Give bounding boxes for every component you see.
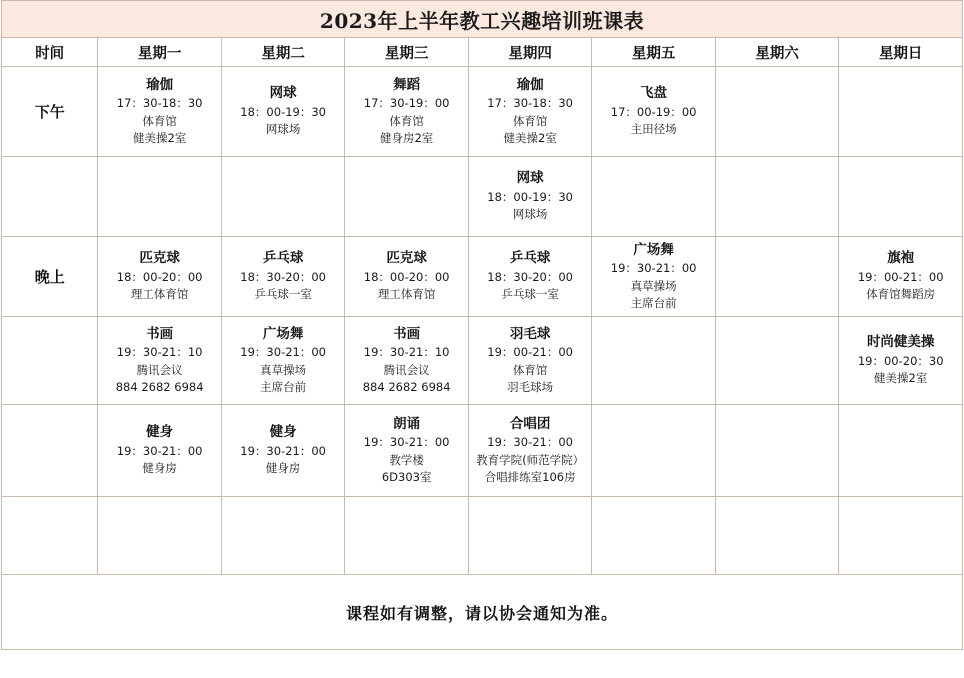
cell-fri-5 — [592, 405, 716, 497]
cell-sat-4 — [715, 317, 839, 405]
table-row — [2, 237, 963, 317]
period-label-cell: 晚上 — [2, 237, 98, 317]
header-thursday: 星期四 — [468, 38, 592, 67]
cell-fri-1: 飞盘 17：00-19：00 主田径场 — [592, 67, 716, 157]
header-time: 时间 — [2, 38, 98, 67]
header-saturday: 星期六 — [715, 38, 839, 67]
cell-sun-6 — [839, 497, 963, 575]
cell-sun-2 — [839, 157, 963, 237]
period-label-cell — [2, 157, 98, 237]
cell-tue-3: 乒乓球 18：30-20：00 乒乓球一室 — [221, 237, 345, 317]
cell-tue-6 — [221, 497, 345, 575]
cell-fri-6 — [592, 497, 716, 575]
header-monday: 星期一 — [98, 38, 222, 67]
table-row — [2, 317, 963, 405]
cell-wed-4: 书画 19：30-21：10 腾讯会议 884 2682 6984 — [345, 317, 469, 405]
cell-sat-6 — [715, 497, 839, 575]
cell-thu-4: 羽毛球 19：00-21：00 体育馆 羽毛球场 — [468, 317, 592, 405]
cell-thu-6 — [468, 497, 592, 575]
cell-sat-5 — [715, 405, 839, 497]
cell-wed-2 — [345, 157, 469, 237]
cell-mon-3: 匹克球 18：00-20：00 理工体育馆 — [98, 237, 222, 317]
cell-fri-2 — [592, 157, 716, 237]
cell-mon-1: 瑜伽 17：30-18：30 体育馆 健美操2室 — [98, 67, 222, 157]
period-label-cell — [2, 405, 98, 497]
cell-fri-4 — [592, 317, 716, 405]
document-title-cell — [2, 1, 963, 38]
cell-mon-5: 健身 19：30-21：00 健身房 — [98, 405, 222, 497]
cell-wed-3: 匹克球 18：00-20：00 理工体育馆 — [345, 237, 469, 317]
cell-sun-1 — [839, 67, 963, 157]
page-title: 2023年上半年教工兴趣培训班课表 — [319, 8, 645, 33]
cell-wed-6 — [345, 497, 469, 575]
cell-sun-3: 旗袍 19：00-21：00 体育馆舞蹈房 — [839, 237, 963, 317]
cell-wed-5: 朗诵 19：30-21：00 教学楼 6D303室 — [345, 405, 469, 497]
cell-wed-1: 舞蹈 17：30-19：00 体育馆 健身房2室 — [345, 67, 469, 157]
cell-tue-5: 健身 19：30-21：00 健身房 — [221, 405, 345, 497]
schedule-table — [1, 0, 963, 650]
cell-mon-6 — [98, 497, 222, 575]
cell-thu-3: 乒乓球 18：30-20：00 乒乓球一室 — [468, 237, 592, 317]
cell-sat-2 — [715, 157, 839, 237]
cell-sun-5 — [839, 405, 963, 497]
footer-row — [2, 575, 963, 650]
cell-thu-1: 瑜伽 17：30-18：30 体育馆 健美操2室 — [468, 67, 592, 157]
header-sunday: 星期日 — [839, 38, 963, 67]
cell-sun-4: 时尚健美操 19：00-20：30 健美操2室 — [839, 317, 963, 405]
period-label-cell — [2, 317, 98, 405]
cell-mon-2 — [98, 157, 222, 237]
cell-mon-4: 书画 19：30-21：10 腾讯会议 884 2682 6984 — [98, 317, 222, 405]
header-row — [2, 38, 963, 67]
header-wednesday: 星期三 — [345, 38, 469, 67]
footer-note-cell — [2, 575, 963, 650]
footer-note: 课程如有调整，请以协会通知为准。 — [345, 603, 618, 623]
header-tuesday: 星期二 — [221, 38, 345, 67]
cell-thu-5: 合唱团 19：30-21：00 教育学院(师范学院）合唱排练室106房 — [468, 405, 592, 497]
period-label-cell — [2, 497, 98, 575]
table-row — [2, 497, 963, 575]
cell-sat-3 — [715, 237, 839, 317]
cell-tue-4: 广场舞 19：30-21：00 真草操场 主席台前 — [221, 317, 345, 405]
table-row — [2, 405, 963, 497]
cell-thu-2: 网球 18：00-19：30 网球场 — [468, 157, 592, 237]
table-row — [2, 157, 963, 237]
period-label-cell: 下午 — [2, 67, 98, 157]
cell-sat-1 — [715, 67, 839, 157]
cell-tue-2 — [221, 157, 345, 237]
title-row — [2, 1, 963, 38]
cell-tue-1: 网球 18：00-19：30 网球场 — [221, 67, 345, 157]
cell-fri-3: 广场舞 19：30-21：00 真草操场 主席台前 — [592, 237, 716, 317]
header-friday: 星期五 — [592, 38, 716, 67]
table-row — [2, 67, 963, 157]
